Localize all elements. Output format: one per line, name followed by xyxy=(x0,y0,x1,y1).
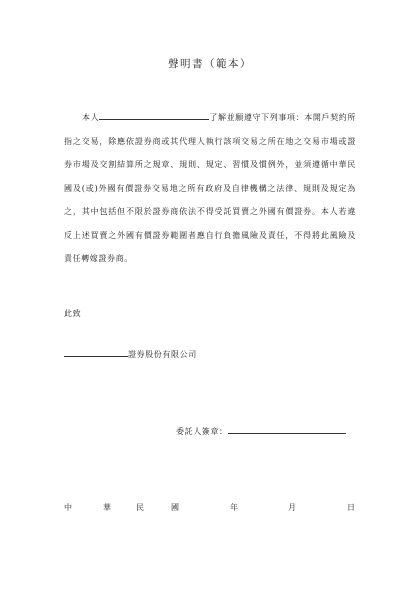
broker-line xyxy=(64,348,197,360)
document-title: 聲明書（範本） xyxy=(168,58,252,70)
date-line xyxy=(64,502,356,514)
date-char-guo: 國 xyxy=(171,503,179,512)
date-month-label: 月 xyxy=(288,503,296,512)
date-char-hua: 華 xyxy=(103,503,111,512)
date-day-label: 日 xyxy=(347,503,355,512)
broker-suffix: 證券股份有限公司 xyxy=(128,350,197,359)
declarant-name-blank[interactable] xyxy=(99,111,209,120)
closing-salutation: 此致 xyxy=(64,309,82,318)
date-char-min: 民 xyxy=(136,503,144,512)
date-char-zhong: 中 xyxy=(64,503,72,512)
broker-name-blank[interactable] xyxy=(64,348,128,357)
signature-line xyxy=(176,425,346,437)
signature-blank[interactable] xyxy=(228,425,346,434)
signature-label: 委託人簽章： xyxy=(176,427,228,436)
date-year-label: 年 xyxy=(230,503,238,512)
declaration-body xyxy=(64,106,356,271)
declarant-prefix: 本人 xyxy=(82,113,100,122)
declaration-text: 了解並願遵守下列事項：本開戶契約所指之交易，除應依證券商或其代理人執行該項交易之所在地之交易市場或證券市場及交割結算所之規章、規則、規定、習慣及慣例外，並須遵循中華民國及(或)外國有價證券交易地之所有政府及自律機構之法律、規則及規定為之，其中包括但不限於證券商依法不得受託買賣之外國有價證券。本人若違反上述買賣之外國有價證券範圍者應自行負擔風險及責任，不得將此風險及責任轉嫁證券商。 xyxy=(64,113,356,263)
